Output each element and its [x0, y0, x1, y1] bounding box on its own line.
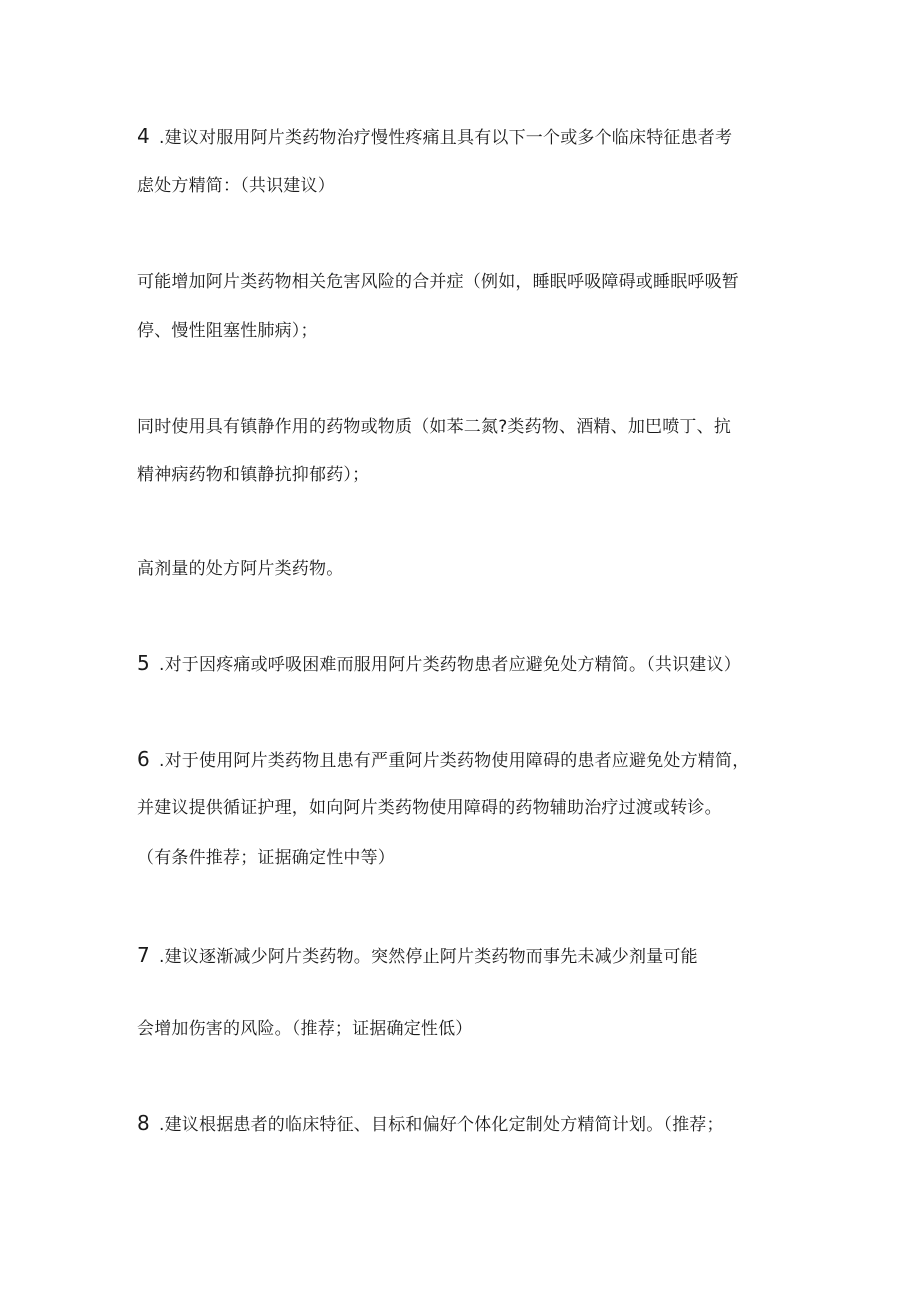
bullet-2-line-2: 精神病药物和镇静抗抑郁药）； [137, 465, 370, 485]
item-7-line-2: 会增加伤害的风险。（推荐；证据确定性低） [137, 1019, 473, 1039]
item-8-text-1: .建议根据患者的临床特征、目标和偏好个体化定制处方精简计划。（推荐； [159, 1115, 724, 1135]
item-4-line-1 [137, 125, 732, 149]
item-4-line-2: 虑处方精简：（共识建议） [137, 176, 335, 196]
item-5-text-1: .对于因疼痛或呼吸困难而服用阿片类药物患者应避免处方精简。（共识建议） [159, 655, 741, 675]
item-4-number: 4 [137, 124, 150, 148]
item-5-line-1 [137, 652, 741, 676]
item-5-number: 5 [137, 651, 150, 675]
item-7-number: 7 [137, 943, 150, 967]
bullet-1-line-1: 可能增加阿片类药物相关危害风险的合并症（例如，睡眠呼吸障碍或睡眠呼吸暂 [137, 272, 739, 292]
item-6-line-3: （有条件推荐；证据确定性中等） [137, 848, 395, 868]
item-6-number: 6 [137, 747, 150, 771]
item-6-text-1: .对于使用阿片类药物且患有严重阿片类药物使用障碍的患者应避免处方精简， [159, 751, 750, 771]
item-6-line-2: 并建议提供循证护理，如向阿片类药物使用障碍的药物辅助治疗过渡或转诊。 [137, 798, 722, 818]
item-7-text-1: .建议逐渐减少阿片类药物。突然停止阿片类药物而事先未减少剂量可能 [159, 947, 698, 967]
item-8-line-1 [137, 1112, 724, 1136]
bullet-1-line-2: 停、慢性阻塞性肺病）； [137, 321, 318, 341]
item-7-line-1 [137, 944, 698, 968]
item-6-line-1 [137, 748, 749, 772]
bullet-2-line-1: 同时使用具有镇静作用的药物或物质（如苯二氮?类药物、酒精、加巴喷丁、抗 [137, 417, 732, 437]
bullet-3-line-1: 高剂量的处方阿片类药物。 [137, 559, 344, 579]
item-4-text-1: .建议对服用阿片类药物治疗慢性疼痛且具有以下一个或多个临床特征患者考 [159, 128, 733, 148]
item-8-number: 8 [137, 1111, 150, 1135]
